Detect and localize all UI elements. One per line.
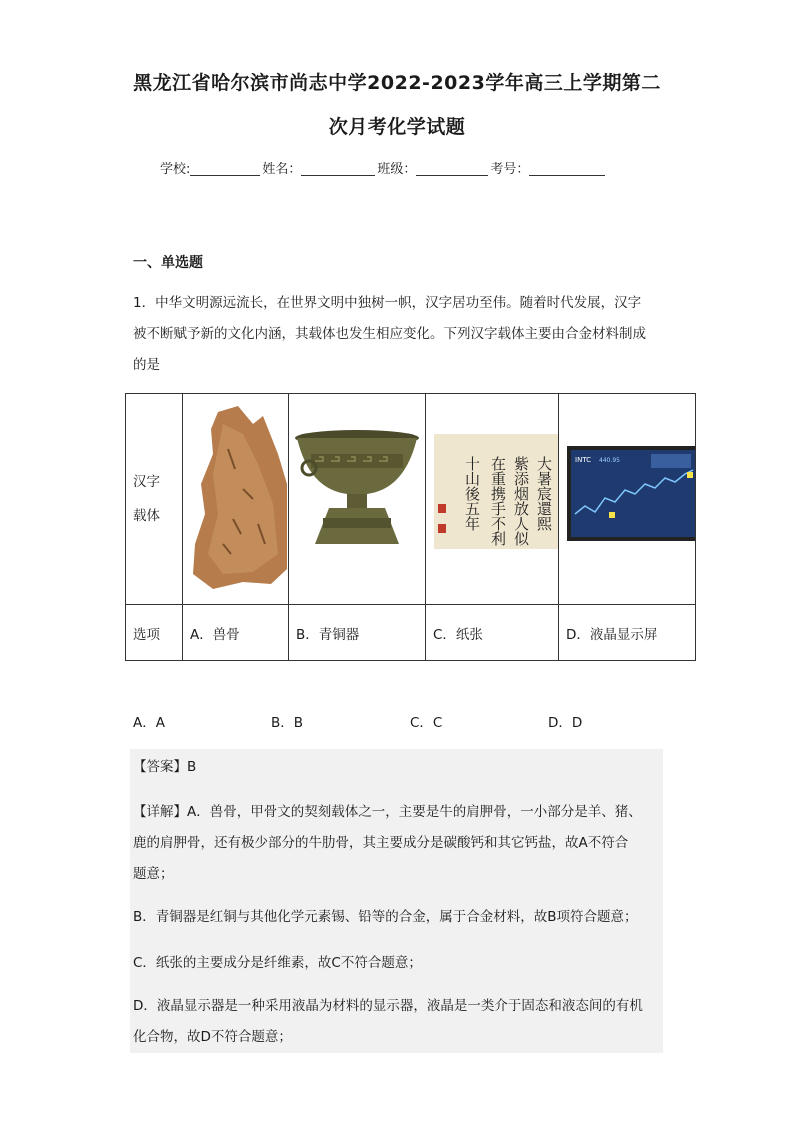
explanation-line: 鹿的肩胛骨，还有极少部分的牛肋骨，其主要成分是碳酸钙和其它钙盐，故A不符合 bbox=[133, 835, 629, 851]
explanation-line: 化合物，故D不符合题意； bbox=[133, 1029, 292, 1045]
screen-image-cell bbox=[559, 394, 696, 605]
page-title-line2: 次月考化学试题 bbox=[328, 116, 466, 138]
choice-b[interactable]: B．B bbox=[271, 715, 304, 731]
svg-text:在重携手不利: 在重携手不利 bbox=[489, 456, 507, 546]
option-cell: D．液晶显示屏 bbox=[559, 605, 696, 661]
bone-image-cell bbox=[183, 394, 289, 605]
lcd-screen-image bbox=[559, 394, 695, 604]
header-cell bbox=[126, 394, 183, 605]
svg-text:紫添烟放人似: 紫添烟放人似 bbox=[512, 456, 530, 546]
screen-price: 440.95 bbox=[599, 457, 620, 464]
school-blank[interactable] bbox=[190, 161, 260, 176]
option-cell: B．青铜器 bbox=[289, 605, 426, 661]
svg-text:十山後五年: 十山後五年 bbox=[463, 456, 481, 531]
answer-explanation-box bbox=[130, 749, 663, 1053]
option-cell: C．纸张 bbox=[426, 605, 559, 661]
explanation-line: 题意； bbox=[133, 866, 174, 882]
answer-label: 【答案】B bbox=[133, 759, 197, 775]
name-blank[interactable] bbox=[301, 161, 375, 176]
header-line: 汉字 bbox=[133, 474, 160, 490]
class-label: 班级： bbox=[377, 162, 417, 177]
question-line: 的是 bbox=[133, 357, 160, 373]
explanation-line: D．液晶显示器是一种采用液晶为材料的显示器，液晶是一类介于固态和液态间的有机 bbox=[133, 998, 643, 1014]
carrier-table bbox=[125, 393, 696, 661]
choice-c[interactable]: C．C bbox=[410, 715, 443, 731]
choice-d[interactable]: D．D bbox=[548, 715, 583, 731]
question-line: 被不断赋予新的文化内涵，其载体也发生相应变化。下列汉字载体主要由合金材料制成 bbox=[133, 326, 646, 342]
calligraphy-paper-image bbox=[426, 394, 558, 604]
id-label: 考号： bbox=[490, 162, 530, 177]
calligraphy-text: 大暑宸還熙 bbox=[535, 456, 553, 531]
student-info bbox=[160, 158, 660, 177]
section-title: 一、单选题 bbox=[133, 255, 203, 271]
explanation-line: C．纸张的主要成分是纤维素，故C不符合题意； bbox=[133, 955, 422, 971]
header-line: 载体 bbox=[133, 508, 160, 524]
choice-a[interactable]: A．A bbox=[133, 715, 165, 731]
bronze-vessel-image bbox=[289, 394, 425, 604]
question-line: 1．中华文明源远流长，在世界文明中独树一帜，汉字居功至伟。随着时代发展，汉字 bbox=[133, 295, 642, 311]
name-label: 姓名： bbox=[262, 162, 302, 177]
row-label: 选项 bbox=[126, 605, 183, 661]
explanation-line: B．青铜器是红铜与其他化学元素锡、铅等的合金，属于合金材料，故B项符合题意； bbox=[133, 909, 638, 925]
class-blank[interactable] bbox=[416, 161, 488, 176]
oracle-bone-image bbox=[183, 394, 288, 604]
paper-image-cell bbox=[426, 394, 559, 605]
page-title-line1: 黑龙江省哈尔滨市尚志中学2022-2023学年高三上学期第二 bbox=[133, 72, 661, 94]
bronze-image-cell bbox=[289, 394, 426, 605]
question-stem bbox=[133, 288, 673, 381]
explanation-line: 【详解】A．兽骨，甲骨文的契刻载体之一，主要是牛的肩胛骨，一小部分是羊、猪、 bbox=[133, 804, 642, 820]
option-cell: A．兽骨 bbox=[183, 605, 289, 661]
screen-ticker: INTC bbox=[575, 456, 592, 464]
id-blank[interactable] bbox=[529, 161, 605, 176]
school-label: 学校: bbox=[160, 162, 191, 177]
